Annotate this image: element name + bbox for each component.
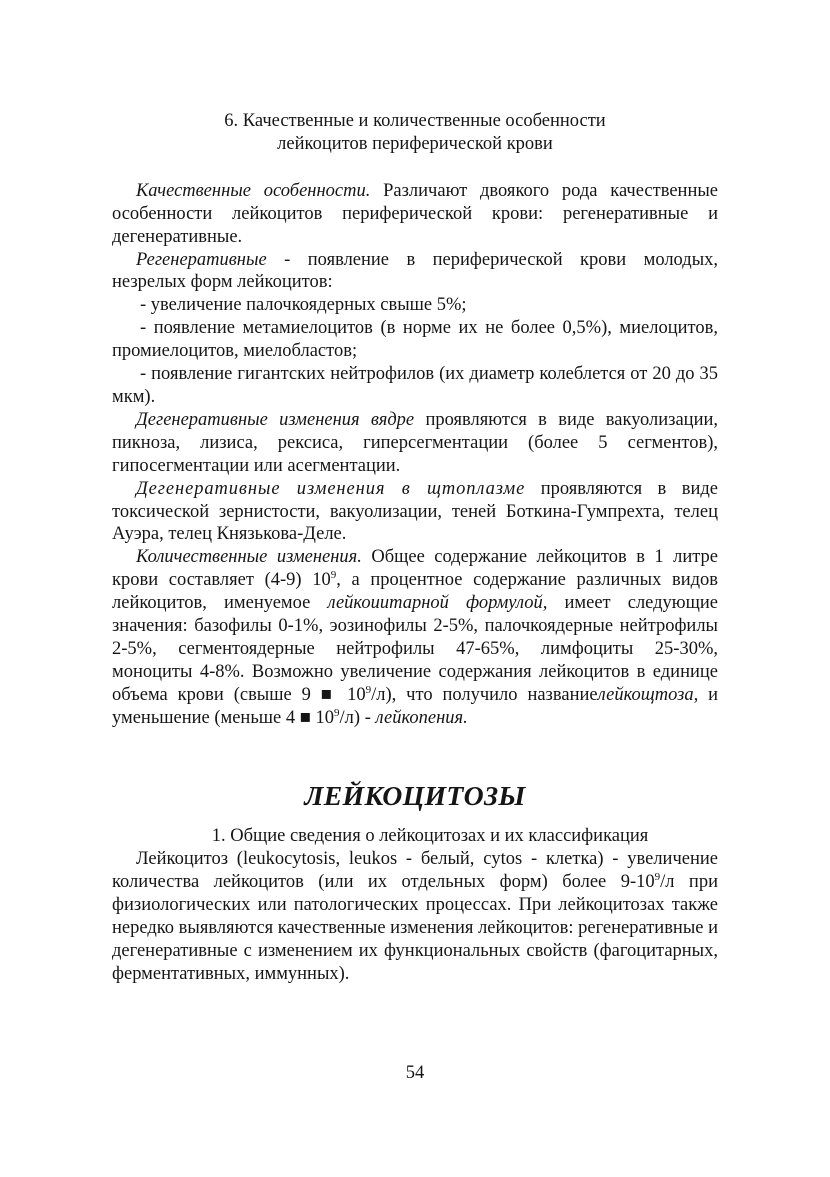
paragraph-quantitative-changes [112, 546, 718, 729]
section-title-line-1: 6. Качественные и количественные особенности [224, 111, 606, 131]
list-item: - появление гигантских нейтрофилов (их диаметр колеблется от 20 до 35 мкм). [112, 364, 718, 407]
section-title-line-2: лейкоцитов периферической крови [277, 133, 553, 154]
paragraph-text: , а процентное содержание различных видов лейкоцитов, именуемое [112, 570, 719, 614]
term-leukopenia: лейкопения. [375, 707, 468, 728]
page-number: 54 [405, 1063, 425, 1083]
paragraph-text: /л) - [339, 707, 376, 728]
section-heading [112, 110, 718, 156]
superscript: 9 [330, 569, 337, 582]
paragraph-qualitative-features [112, 180, 718, 249]
paragraph-regenerative [112, 249, 718, 295]
paragraph-text: - появление в периферической крови молодых, незрелых форм лейкоцитов: [112, 249, 718, 293]
paragraph-text: Лейкоцитоз (leukocytosis, leukos - белый, cytos - клетка) - увеличение количества лейкоцитов (или их отдельных форм) более 9-10 [112, 849, 718, 893]
term-leukocyte-formula: лейкоиитарной формулой, [327, 593, 548, 614]
subsection-title: 1. Общие сведения о лейкоцитозах и их классификация [211, 826, 649, 847]
paragraph-text: проявляются в виде вакуолизации, пикноза, лизиса, рексиса, гиперсегментации (более 5 сегментов), гипосегментации или асегментации. [112, 409, 718, 476]
term-nucleus-changes: Дегенеративные изменения вядре [136, 409, 415, 430]
list-item: - увеличение палочкоядерных свыше 5%; [140, 295, 467, 316]
paragraph-text: /л), что получило название [371, 684, 598, 705]
document-page [112, 110, 718, 986]
term-quantitative-changes: Количественные изменения. [136, 547, 362, 568]
term-regenerative: Регенеративные [136, 249, 267, 270]
paragraph-nucleus-changes [112, 409, 718, 478]
superscript: 9 [334, 706, 340, 719]
list-item: - появление метамиелоцитов (в норме их не более 0,5%), миелоцитов, промиелоцитов, миелобластов; [112, 318, 718, 362]
paragraph-text: Общее содержание лейкоцитов в 1 литре крови составляет (4-9) 10 [112, 547, 718, 591]
paragraph-cytoplasm-changes [112, 478, 718, 547]
paragraph-text: и уменьшение (меньше 4 ■ 10 [112, 684, 719, 728]
superscript: 9 [365, 683, 372, 696]
superscript: 9 [654, 871, 661, 884]
paragraph-text: проявляются в виде токсической зернистости, вакуолизации, теней Боткина-Гумпрехта, телец Ауэра, телец Князькова-Деле. [112, 478, 718, 545]
term-qualitative-features: Качественные особенности. [136, 180, 371, 201]
paragraph-text: /л при физиологических или патологических процессах. При лейкоцитозах также нередко выявляются качественные изменения лейкоцитов: регенеративные и дегенеративные с изменением их функциональных свойств (фагоцитарных, ферментативных, иммунных). [112, 872, 719, 984]
paragraph-leukocytosis-definition [112, 848, 718, 985]
term-leukocytosis: лейкощтоза, [597, 684, 699, 705]
spacer [112, 156, 718, 180]
chapter-title: ЛЕЙКОЦИТОЗЫ [304, 780, 526, 812]
paragraph-text: Различают двоякого рода качественные особенности лейкоцитов периферической крови: регенеративные и дегенеративные. [112, 180, 718, 247]
paragraph-text: имеет следующие значения: базофилы 0-1%, эозинофилы 2-5%, палочкоядерные нейтрофилы 2-5%, сегментоядерные нейтрофилы 47-65%, лимфоциты 25-30%, моноциты 4-8%. Возможно увеличение содержания лейкоцитов в единице объема крови (свыше 9 ■ 10 [112, 593, 718, 705]
term-cytoplasm-changes: Дегенеративные изменения в щтоплазме [136, 478, 526, 499]
spacer [112, 730, 718, 786]
